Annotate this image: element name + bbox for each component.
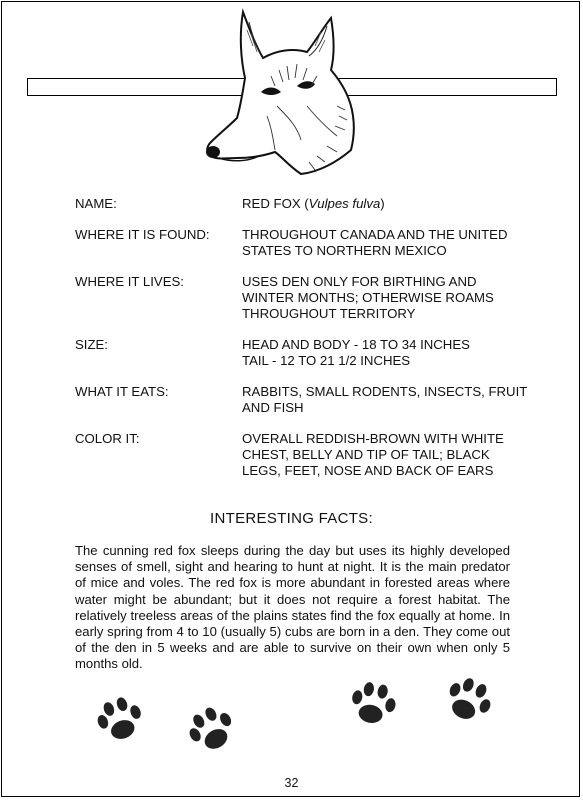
fact-row-color-it — [75, 431, 535, 479]
fact-value: RED FOX (Vulpes fulva) — [242, 196, 385, 211]
fact-row-what-it-eats — [75, 384, 535, 416]
paw-print-tracks-icon — [2, 662, 580, 772]
fact-row-where-found — [75, 227, 535, 259]
fact-value: RABBITS, SMALL RODENTS, INSECTS, FRUIT AND FISH — [242, 384, 528, 415]
fact-label: WHERE IT IS FOUND: — [75, 227, 210, 242]
fact-value: USES DEN ONLY FOR BIRTHING AND WINTER MONTHS; OTHERWISE ROAMS THROUGHOUT TERRITORY — [242, 274, 494, 321]
interesting-facts-heading: INTERESTING FACTS: — [210, 510, 373, 527]
scientific-name: Vulpes fulva — [308, 196, 381, 211]
fact-value: OVERALL REDDISH-BROWN WITH WHITE CHEST, BELLY AND TIP OF TAIL; BLACK LEGS, FEET, NOSE AND BACK OF EARS — [242, 431, 504, 478]
animal-facts-table — [75, 196, 535, 494]
fact-row-name — [75, 196, 535, 212]
fact-value: HEAD AND BODY - 18 TO 34 INCHES TAIL - 12 TO 21 1/2 INCHES — [242, 337, 470, 368]
fox-head-icon — [197, 6, 367, 178]
fact-row-size — [75, 337, 535, 369]
fact-value: THROUGHOUT CANADA AND THE UNITED STATES TO NORTHERN MEXICO — [242, 227, 508, 258]
fact-label: WHERE IT LIVES: — [75, 274, 184, 289]
fact-label: COLOR IT: — [75, 431, 140, 446]
fact-label: WHAT IT EATS: — [75, 384, 169, 399]
fact-label: NAME: — [75, 196, 117, 211]
fact-row-where-lives — [75, 274, 535, 322]
worksheet-page — [1, 1, 580, 797]
interesting-facts-paragraph: The cunning red fox sleeps during the day but uses its highly developed senses of smell, sight and hearing to hunt at night. It is the main predator of mice and voles. The red fox is more abundant in forested areas where water might be abundant; but it does not require a forest habitat. The relatively treeless areas of the plains states find the fox equally at home. In early spring from 4 to 10 (usually 5) cubs are born in a den. They come out of the den in 5 weeks and are able to survive on their own when only 5 months old. — [75, 543, 510, 672]
fact-label: SIZE: — [75, 337, 108, 352]
page-number: 32 — [284, 776, 299, 790]
